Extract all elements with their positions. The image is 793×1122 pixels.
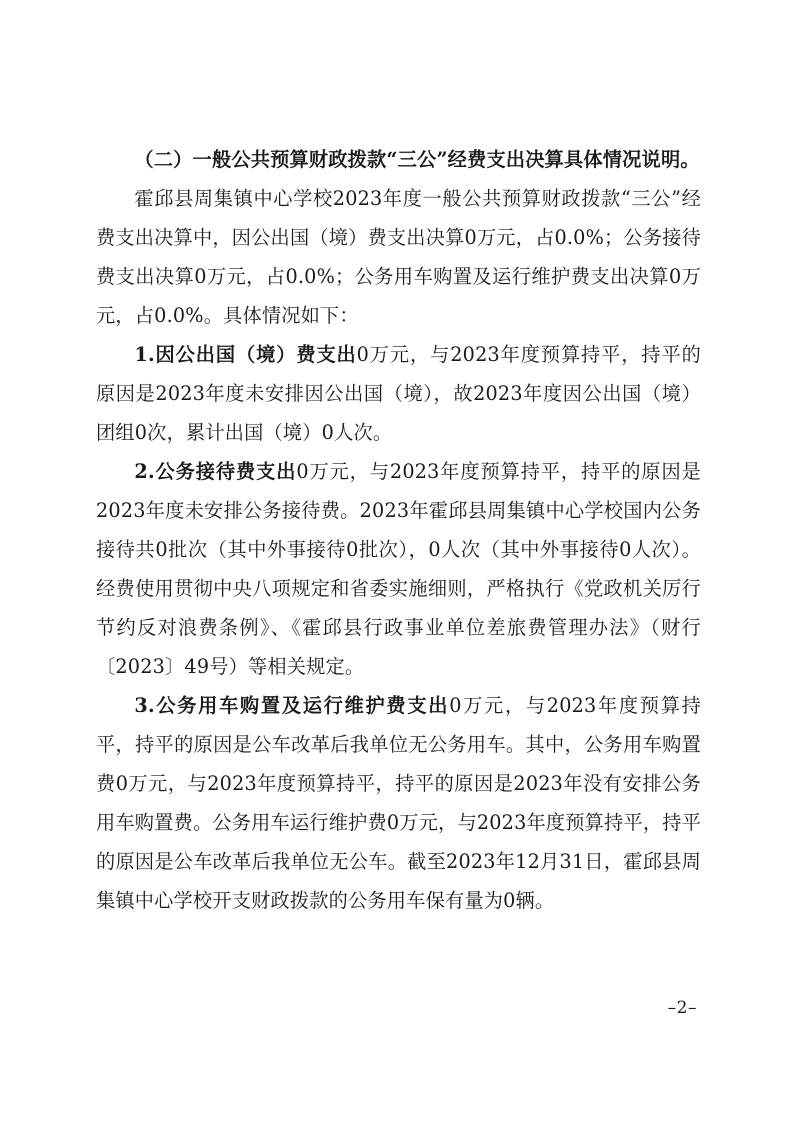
document-body (96, 140, 701, 920)
item-2-lead: 2.公务接待费支出 (134, 460, 297, 483)
section-heading: （二）一般公共预算财政拨款“三公”经费支出决算具体情况说明。 (134, 148, 700, 171)
item-1-lead: 1.因公出国（境）费支出 (134, 343, 357, 366)
item-1-text: 0万元，与2023年度预算持平，持平的原因是2023年度未安排因公出国（境），故2023年度因公出国（境）团组0次，累计出国（境）0人次。 (96, 343, 701, 444)
paragraph-item-1 (96, 335, 701, 452)
item-2-text: 0万元，与2023年度预算持平，持平的原因是2023年度未安排公务接待费。2023年霍邱县周集镇中心学校国内公务接待共0批次（其中外事接待0批次），0人次（其中外事接待0人次）。经费使用贯彻中央八项规定和省委实施细则，严格执行《党政机关厉行节约反对浪费条例》、《霍邱县行政事业单位差旅费管理办法》（财行〔2023〕49号）等相关规定。 (96, 460, 701, 678)
item-3-lead: 3.公务用车购置及运行维护费支出 (134, 694, 450, 717)
paragraph-item-2 (96, 452, 701, 686)
paragraph-item-3 (96, 686, 701, 920)
page-number: –2– (667, 998, 697, 1018)
paragraph-overview: 霍邱县周集镇中心学校2023年度一般公共预算财政拨款“三公”经费支出决算中，因公出国（境）费支出决算0万元，占0.0%；公务接待费支出决算0万元，占0.0%；公务用车购置及运行维护费支出决算0万元，占0.0%。具体情况如下： (96, 187, 701, 327)
item-3-text: 0万元，与2023年度预算持平，持平的原因是公车改革后我单位无公务用车。其中，公务用车购置费0万元，与2023年度预算持平，持平的原因是2023年没有安排公务用车购置费。公务用车运行维护费0万元，与2023年度预算持平，持平的原因是公车改革后我单位无公车。截至2023年12月31日，霍邱县周集镇中心学校开支财政拨款的公务用车保有量为0辆。 (96, 694, 702, 912)
